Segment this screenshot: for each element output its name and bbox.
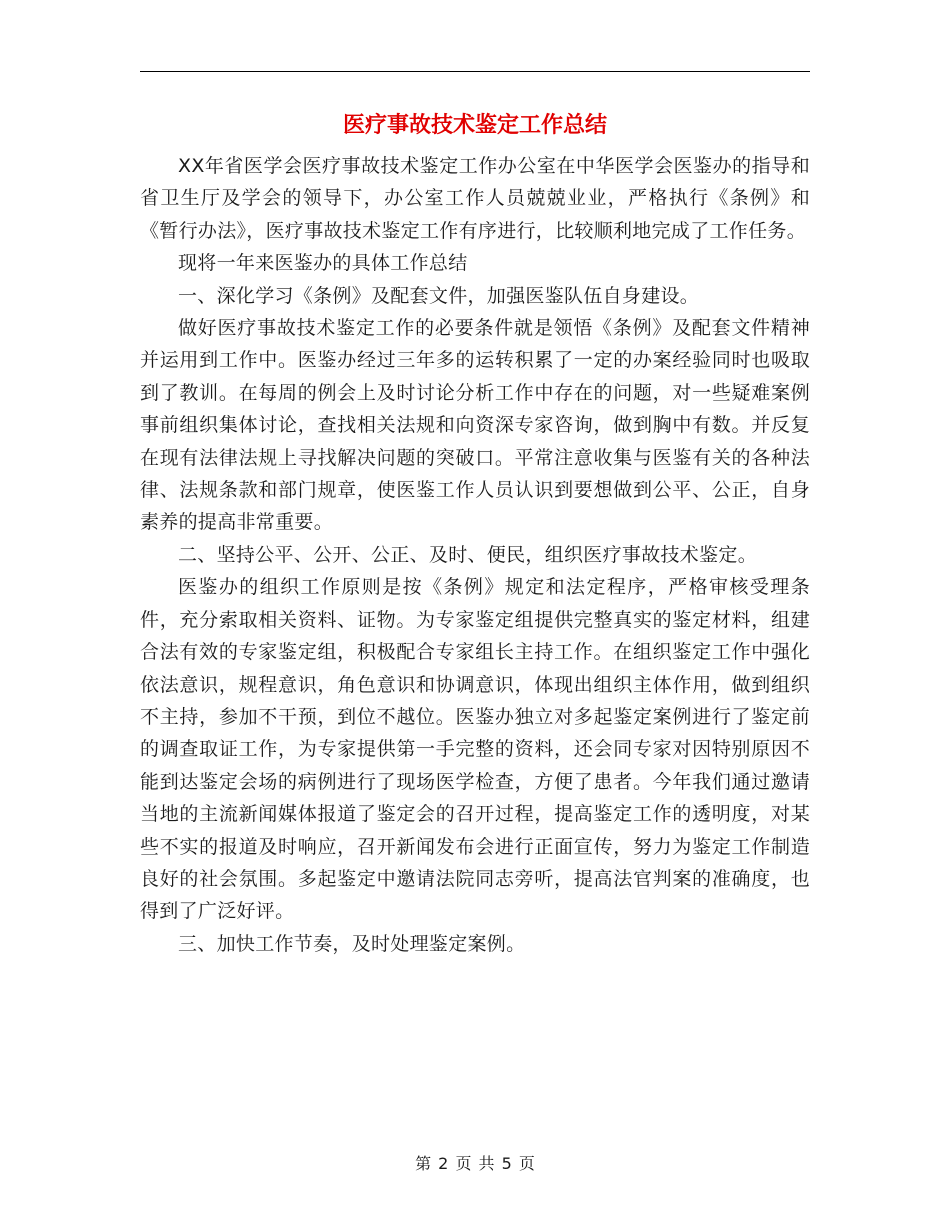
document-body xyxy=(140,150,810,960)
page-number-footer: 第 2 页 共 5 页 xyxy=(415,1154,535,1173)
paragraph-section-2: 医鉴办的组织工作原则是按《条例》规定和法定程序，严格审核受理条件，充分索取相关资料、证物。为专家鉴定组提供完整真实的鉴定材料，组建合法有效的专家鉴定组，积极配合专家组长主持工作。在组织鉴定工作中强化依法意识，规程意识，角色意识和协调意识，体现出组织主体作用，做到组织不主持，参加不干预，到位不越位。医鉴办独立对多起鉴定案例进行了鉴定前的调查取证工作，为专家提供第一手完整的资料，还会同专家对因特别原因不能到达鉴定会场的病例进行了现场医学检查，方便了患者。今年我们通过邀请当地的主流新闻媒体报道了鉴定会的召开过程，提高鉴定工作的透明度，对某些不实的报道及时响应，召开新闻发布会进行正面宣传，努力为鉴定工作制造良好的社会氛围。多起鉴定中邀请法院同志旁听，提高法官判案的准确度，也得到了广泛好评。 xyxy=(140,576,810,923)
paragraph-summary-lead: 现将一年来医鉴办的具体工作总结 xyxy=(178,252,468,275)
section-heading-2: 二、坚持公平、公开、公正、及时、便民，组织医疗事故技术鉴定。 xyxy=(178,543,758,566)
document-title: 医疗事故技术鉴定工作总结 xyxy=(342,112,607,138)
section-heading-3: 三、加快工作节奏，及时处理鉴定案例。 xyxy=(178,932,526,955)
paragraph-intro: XX年省医学会医疗事故技术鉴定工作办公室在中华医学会医鉴办的指导和省卫生厅及学会的领导下，办公室工作人员兢兢业业，严格执行《条例》和《暂行办法》，医疗事故技术鉴定工作有序进行，比较顺利地完成了工作任务。 xyxy=(140,155,810,242)
paragraph-section-1: 做好医疗事故技术鉴定工作的必要条件就是领悟《条例》及配套文件精神并运用到工作中。医鉴办经过三年多的运转积累了一定的办案经验同时也吸取到了教训。在每周的例会上及时讨论分析工作中存在的问题，对一些疑难案例事前组织集体讨论，查找相关法规和向资深专家咨询，做到胸中有数。并反复在现有法律法规上寻找解决问题的突破口。平常注意收集与医鉴有关的各种法律、法规条款和部门规章，使医鉴工作人员认识到要想做到公平、公正，自身素养的提高非常重要。 xyxy=(140,317,810,534)
section-heading-1: 一、深化学习《条例》及配套文件，加强医鉴队伍自身建设。 xyxy=(178,284,700,307)
header-rule xyxy=(140,71,810,72)
